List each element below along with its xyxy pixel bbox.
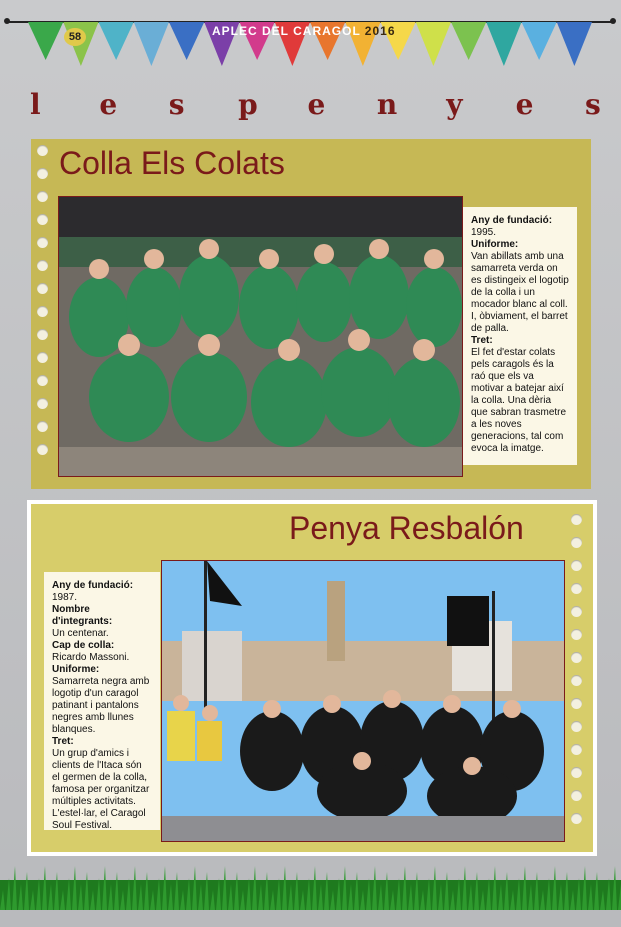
binder-hole: [571, 721, 582, 732]
binder-hole: [571, 583, 582, 594]
binder-hole: [37, 168, 48, 179]
rule-dot: [4, 18, 10, 24]
binder-hole: [37, 352, 48, 363]
binder-hole: [571, 606, 582, 617]
binder-hole: [571, 560, 582, 571]
binder-hole: [571, 652, 582, 663]
penya-name: Colla Els Colats: [59, 145, 285, 181]
info-label: Nombre d'integrants:: [52, 604, 113, 627]
section-title-letter: e: [515, 88, 536, 121]
penya-card-resbalon: [27, 500, 597, 856]
header-title: [212, 24, 396, 38]
binder-hole: [37, 191, 48, 202]
bunting-flag: [451, 22, 486, 60]
binder-hole: [37, 306, 48, 317]
bunting-flag: [522, 22, 557, 60]
section-title-letter: y: [446, 88, 465, 121]
binder-hole: [37, 145, 48, 156]
binder-hole: [37, 237, 48, 248]
page-number: 58: [64, 28, 86, 46]
info-value: Ricardo Massoni.: [52, 652, 130, 663]
binder-hole: [571, 744, 582, 755]
group-photo-black-shirts-icon: [162, 561, 564, 841]
rule-dot: [610, 18, 616, 24]
binder-hole: [571, 629, 582, 640]
penya-name: Penya Resbalón: [289, 510, 524, 546]
group-photo: [58, 196, 463, 477]
bunting-flag: [134, 22, 169, 66]
binder-hole: [571, 790, 582, 801]
grass-decoration: [0, 850, 621, 927]
binder-hole: [37, 329, 48, 340]
info-label: Tret:: [52, 736, 74, 747]
bunting-flag: [28, 22, 63, 60]
section-title-letter: n: [376, 88, 400, 121]
penya-card-colats: [31, 139, 591, 489]
binder-hole: [571, 537, 582, 548]
binder-hole: [571, 514, 582, 525]
binder-holes: [571, 514, 585, 836]
group-photo: [161, 560, 565, 842]
card-inner: [31, 504, 593, 852]
info-label: Tret:: [471, 335, 493, 346]
bunting-flag: [99, 22, 134, 60]
info-box: [44, 572, 160, 830]
binder-hole: [37, 375, 48, 386]
info-label: Any de fundació:: [52, 580, 134, 591]
binder-hole: [37, 260, 48, 271]
binder-hole: [37, 283, 48, 294]
header-year: 2016: [364, 24, 396, 38]
binder-hole: [571, 698, 582, 709]
info-value: Van abillats amb una samarreta verda on es distingeix el logotip de la colla i un mocador blanc al coll. I, òbviament, el barret de palla.: [471, 251, 569, 334]
info-value: Samarreta negra amb logotip d'un caragol patinant i pantalons negres amb llunes blanques.: [52, 676, 150, 735]
binder-hole: [37, 444, 48, 455]
info-value: Un centenar.: [52, 628, 109, 639]
binder-holes: [37, 145, 51, 467]
binder-hole: [37, 214, 48, 225]
info-value: El fet d'estar colats pels caragols és la raó que els va motivar a batejar així la colla. Una dèria que sabran trasmetre a les noves generacions, tal com evoca la imatge.: [471, 347, 567, 454]
info-label: Any de fundació:: [471, 215, 553, 226]
section-title-letter: e: [99, 88, 120, 121]
section-title-letter: p: [238, 88, 260, 121]
info-label: Cap de colla:: [52, 640, 115, 651]
binder-hole: [37, 398, 48, 409]
info-value: 1995.: [471, 227, 497, 238]
section-title-letter: e: [307, 88, 328, 121]
section-title-letter: l: [30, 88, 43, 121]
group-photo-green-shirts-icon: [59, 197, 462, 476]
bunting-flag: [169, 22, 204, 60]
binder-hole: [37, 421, 48, 432]
info-label: Uniforme:: [471, 239, 519, 250]
header-title-text: APLEC DEL CARAGOL: [212, 24, 361, 38]
binder-hole: [571, 767, 582, 778]
binder-hole: [571, 675, 582, 686]
info-box: [463, 207, 577, 465]
bunting-flag: [416, 22, 451, 66]
info-value: Un grup d'amics i clients de l'Itaca són el germen de la colla, famosa per organitzar múltiples activitats. L'estel·lar, el Caragol Soul Festival.: [52, 748, 150, 831]
binder-hole: [571, 813, 582, 824]
bunting-flag: [486, 22, 521, 66]
section-title-letter: s: [585, 88, 603, 121]
bunting-flag: [557, 22, 592, 66]
info-value: 1987.: [52, 592, 78, 603]
section-title-letter: s: [168, 88, 187, 121]
info-label: Uniforme:: [52, 664, 100, 675]
